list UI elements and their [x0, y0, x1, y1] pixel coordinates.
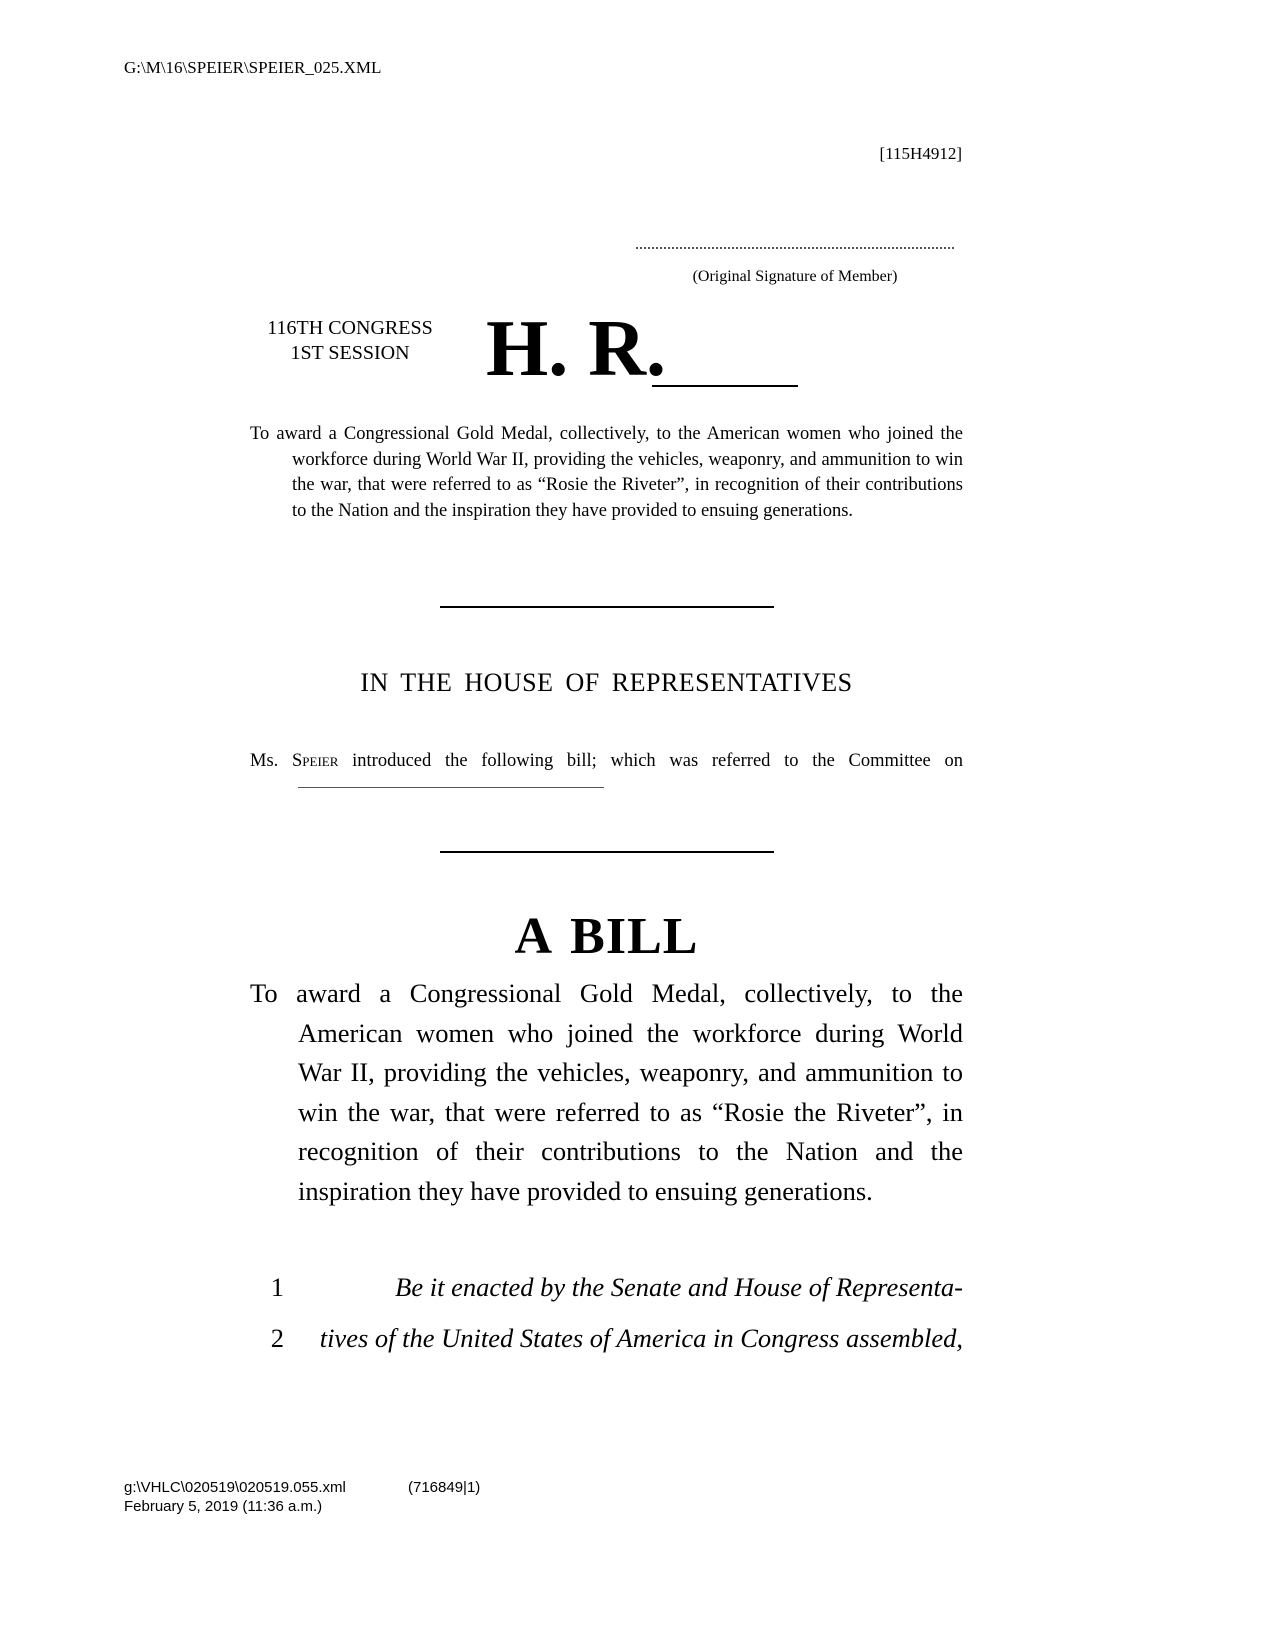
line-number: 2	[270, 1323, 284, 1353]
congress-number: 116TH CONGRESS	[267, 317, 433, 339]
bill-code: [115H4912]	[879, 144, 962, 163]
file-path: G:\M\16\SPEIER\SPEIER_025.XML	[124, 58, 382, 77]
divider-rule	[440, 851, 774, 853]
signature-label: (Original Signature of Member)	[692, 268, 898, 285]
footer-code: (716849|1)	[408, 1479, 481, 1496]
footer-path: g:\VHLC\020519\020519.055.xml	[124, 1479, 346, 1496]
chamber-heading: IN THE HOUSE OF REPRESENTATIVES	[360, 668, 853, 697]
divider-rule	[440, 606, 774, 608]
sponsor-prefix: Ms.	[250, 751, 279, 771]
footer	[124, 1478, 481, 1516]
bill-number-blank	[652, 385, 798, 387]
session-number: 1ST SESSION	[290, 342, 410, 364]
introduction-text: introduced the following bill; which was referred to the Committee on	[352, 751, 963, 771]
long-title: To award a Congressional Gold Medal, collectively, to the American women who joined the workforce during World War II, providing the vehicles, weaponry, and ammunition to win the war, that were referred to as “Rosie the Riveter”, in recognition of their contributions to the Nation and the inspiration they have provided to ensuing generations.	[250, 978, 963, 1206]
enacting-clause-text: Be it enacted by the Senate and House of Representa-	[395, 1272, 963, 1302]
enacting-clause-text: tives of the United States of America in Congress assembled,	[319, 1323, 963, 1353]
footer-date: February 5, 2019 (11:36 a.m.)	[124, 1498, 323, 1515]
sponsor-name: Speier	[292, 751, 339, 771]
line-number: 1	[270, 1272, 284, 1302]
bill-type: H. R.	[486, 305, 666, 393]
signature-line	[636, 247, 954, 249]
committee-blank	[298, 787, 604, 788]
introduction-statement	[250, 748, 963, 800]
bill-heading: A BILL	[514, 908, 699, 965]
short-title: To award a Congressional Gold Medal, collectively, to the American women who joined the workforce during World War II, providing the vehicles, weaponry, and ammunition to win the war, that were referred to as “Rosie the Riveter”, in recognition of their contributions to the Nation and the inspiration they have provided to ensuing generations.	[250, 424, 963, 521]
congress-session-block	[246, 316, 454, 366]
